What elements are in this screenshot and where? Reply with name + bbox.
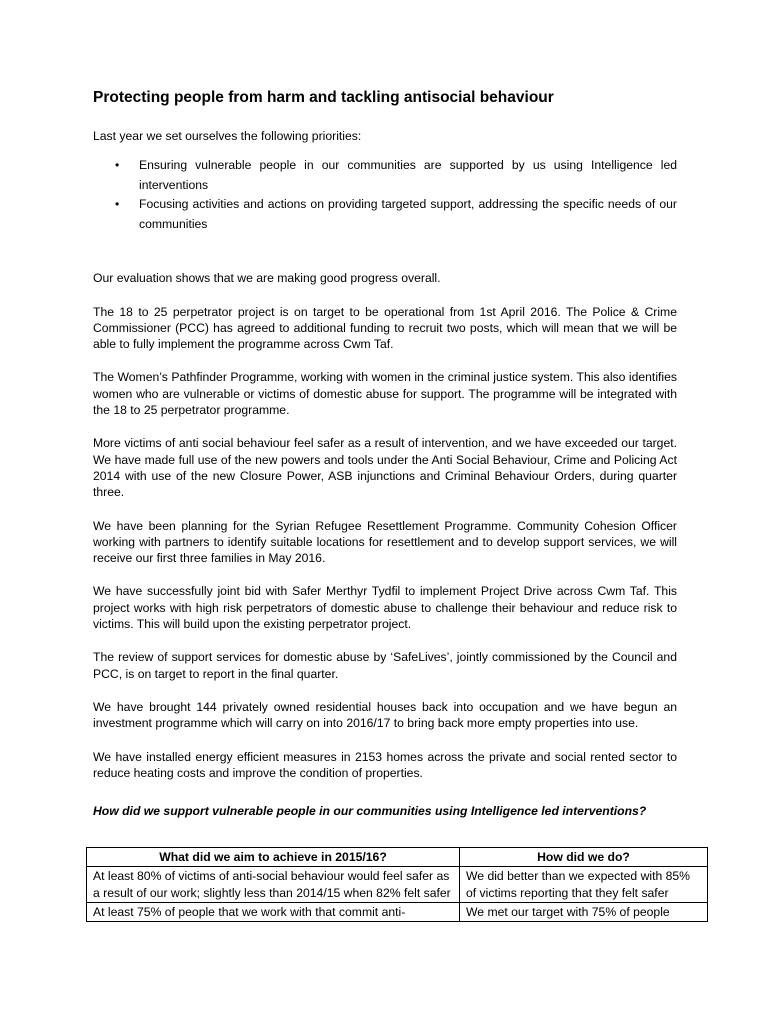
paragraph-houses: We have brought 144 privately owned residential houses back into occupation and we have begun an investment programme which will carry on into 2016/17 to bring back more empty properties into use.	[93, 699, 677, 731]
table-cell: At least 75% of people that we work with that commit anti-	[87, 902, 460, 921]
bullet-icon: •	[115, 158, 120, 173]
table-cell: At least 80% of victims of anti-social behaviour would feel safer as a result of our work; slightly less than 2014/15 when 82% felt safer	[87, 867, 460, 903]
paragraph-energy: We have installed energy efficient measures in 2153 homes across the private and social rented sector to reduce heating costs and improve the condition of properties.	[93, 749, 677, 780]
list-item: • Focusing activities and actions on providing targeted support, addressing the specific needs of our communities	[115, 197, 677, 231]
table-row	[87, 902, 708, 921]
paragraph-project-drive: We have successfully joint bid with Safer Merthyr Tydfil to implement Project Drive across Cwm Taf. This project works with high risk perpetrators of domestic abuse to challenge their behaviour and reduce risk to victims. This will build upon the existing perpetrator project.	[93, 584, 677, 632]
paragraph-perpetrator-project: The 18 to 25 perpetrator project is on target to be operational from 1st April 2016. The Police & Crime Commissioner (PCC) has agreed to additional funding to recruit two posts, which will mean that we will be able to fully implement the programme across Cwm Taf.	[93, 304, 677, 352]
paragraph-refugee: We have been planning for the Syrian Refugee Resettlement Programme. Community Cohesion Officer working with partners to identify suitable locations for resettlement and to develop support services, we will receive our first three families in May 2016.	[93, 518, 677, 566]
paragraph-pathfinder: The Women’s Pathfinder Programme, working with women in the criminal justice system. This also identifies women who are vulnerable or victims of domestic abuse for support. The programme will be integrated with the 18 to 25 perpetrator programme.	[93, 370, 677, 418]
bullet-icon: •	[115, 197, 120, 212]
page-title: Protecting people from harm and tackling antisocial behaviour	[93, 89, 554, 106]
document-page	[93, 88, 677, 831]
list-item: • Ensuring vulnerable people in our communities are supported by us using Intelligence led interventions	[115, 158, 677, 192]
paragraph-evaluation: Our evaluation shows that we are making good progress overall.	[93, 271, 441, 286]
section-question: How did we support vulnerable people in our communities using Intelligence led interventions?	[93, 804, 647, 819]
table-row	[87, 867, 708, 903]
intro-text: Last year we set ourselves the following priorities:	[93, 129, 362, 143]
paragraph-safelives: The review of support services for domestic abuse by ‘SafeLives’, jointly commissioned by the Council and PCC, is on target to report in the final quarter.	[93, 650, 677, 681]
paragraph-asb: More victims of anti social behaviour feel safer as a result of intervention, and we have exceeded our target. We have made full use of the new powers and tools under the Anti Social Behaviour, Crime and Policing Act 2014 with use of the new Closure Power, ASB injunctions and Criminal Behaviour Orders, during quarter three.	[93, 436, 677, 500]
results-table	[86, 847, 708, 922]
table-cell: We did better than we expected with 85% of victims reporting that they felt safer	[460, 867, 708, 903]
table-header-row	[87, 848, 708, 867]
table-cell: We met our target with 75% of people	[460, 902, 708, 921]
priorities-list	[93, 156, 677, 234]
table-header: How did we do?	[460, 848, 708, 867]
table-header: What did we aim to achieve in 2015/16?	[87, 848, 460, 867]
